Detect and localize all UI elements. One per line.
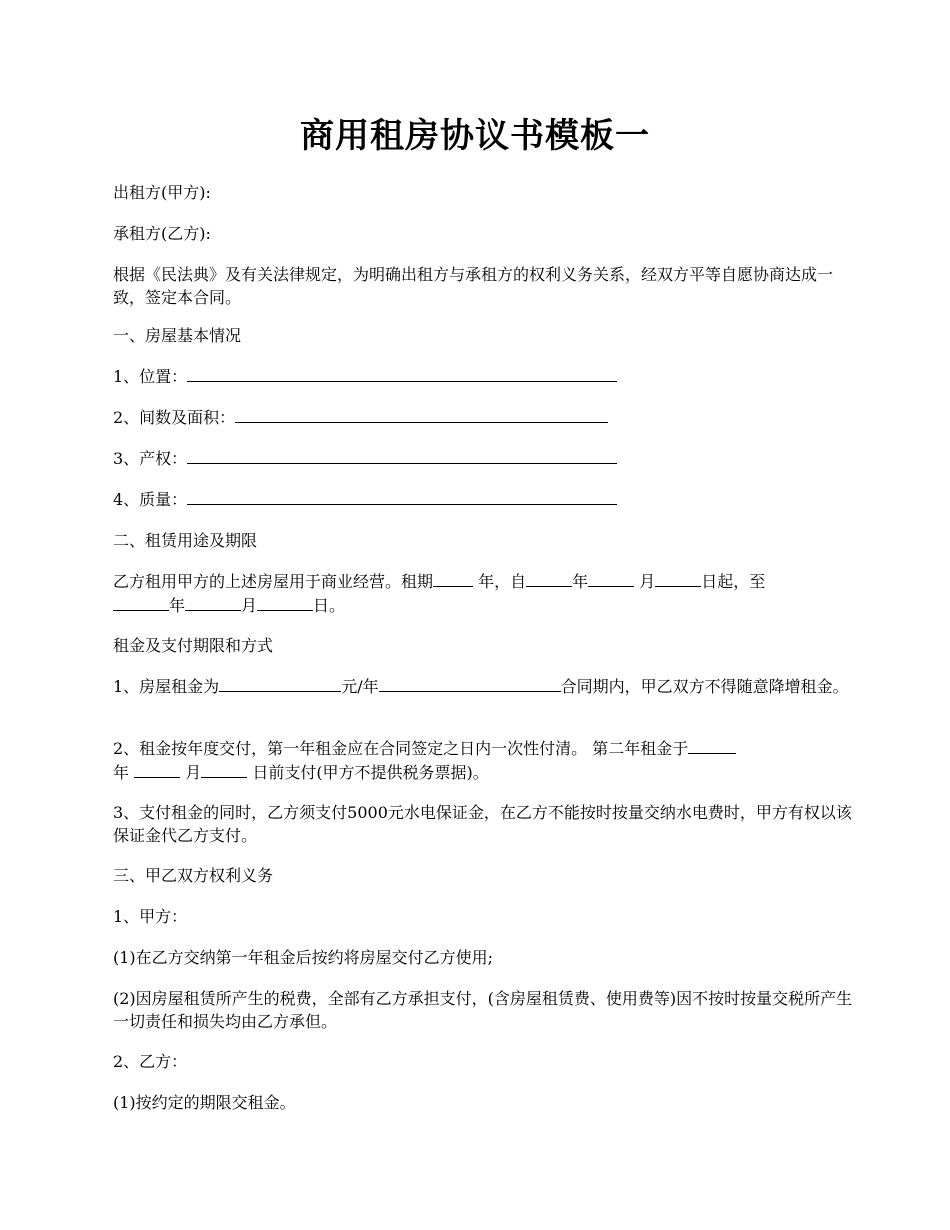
location-line: [113, 365, 853, 388]
start-month-blank: [588, 571, 634, 587]
quality-line: [113, 488, 853, 511]
section2-heading: 二、租赁用途及期限: [113, 531, 258, 550]
rent-clause-2-line-1: [113, 737, 853, 760]
end-year-blank: [113, 595, 169, 611]
area-line: [113, 406, 853, 429]
term-text-6: 年: [169, 596, 186, 615]
rent1-text-2: 元/年: [341, 677, 379, 696]
area-label: 2、间数及面积：: [113, 408, 236, 427]
rent-amount-words-blank: [379, 676, 561, 692]
rent2-text-4: 日前支付(甲方不提供税务票据)。: [252, 763, 489, 782]
section3-heading: 三、甲乙双方权利义务: [113, 866, 274, 885]
start-day-blank: [655, 571, 701, 587]
rent-heading: 租金及支付期限和方式: [113, 636, 274, 655]
document-title: 商用租房协议书模板一: [300, 116, 650, 156]
rent1-text-3: 合同期内，甲乙双方不得随意降增租金。: [560, 677, 849, 696]
ownership-label: 3、产权：: [113, 449, 188, 468]
quality-blank: [187, 489, 617, 505]
term-text-5: 日起，至: [701, 572, 766, 591]
term-years-blank: [433, 571, 473, 587]
lessee-line: 承租方(乙方):: [113, 224, 211, 243]
party-a-clause-2: (2)因房屋租赁所产生的税费，全部有乙方承担支付，(含房屋租赁费、使用费等)因不按时按量交税所产生一切责任和损失均由乙方承但。: [113, 989, 853, 1031]
term-text-8: 日。: [313, 596, 346, 615]
term-text-7: 月: [241, 596, 258, 615]
term-line-1: [113, 570, 853, 593]
area-blank: [235, 407, 608, 423]
quality-label: 4、质量：: [113, 490, 188, 509]
location-label: 1、位置：: [113, 367, 188, 386]
term-text-2: 年，自: [478, 572, 527, 591]
rent-amount-blank: [219, 676, 341, 692]
rent2-text-2: 年: [113, 763, 130, 782]
rent1-text-1: 1、房屋租金为: [113, 677, 220, 696]
end-month-blank: [185, 595, 241, 611]
ownership-blank: [187, 448, 617, 464]
rent2-text-3: 月: [185, 763, 202, 782]
party-a-heading: 1、甲方：: [113, 907, 188, 926]
term-line-2: [113, 594, 853, 617]
second-year-blank: [688, 738, 736, 754]
party-b-clause-1: (1)按约定的期限交租金。: [113, 1093, 296, 1112]
end-day-blank: [257, 595, 313, 611]
location-blank: [187, 366, 617, 382]
second-month-blank: [134, 762, 180, 778]
party-b-heading: 2、乙方：: [113, 1052, 188, 1071]
start-year-blank: [526, 571, 572, 587]
rent-clause-1-line-1: [113, 675, 853, 698]
section1-heading: 一、房屋基本情况: [113, 326, 242, 345]
lessor-line: 出租方(甲方):: [113, 183, 211, 202]
rent-clause-2-line-2: [113, 761, 853, 784]
rent-clause-3: 3、支付租金的同时，乙方须支付5000元水电保证金，在乙方不能按时按量交纳水电费时，甲方有权以该保证金代乙方支付。: [113, 803, 852, 845]
ownership-line: [113, 447, 853, 470]
preamble-paragraph: 根据《民法典》及有关法律规定，为明确出租方与承租方的权利义务关系，经双方平等自愿协商达成一致，签定本合同。: [113, 265, 834, 307]
second-day-blank: [201, 762, 247, 778]
rent2-text-1: 2、租金按年度交付，第一年租金应在合同签定之日内一次性付清。 第二年租金于: [113, 739, 689, 758]
party-a-clause-1: (1)在乙方交纳第一年租金后按约将房屋交付乙方使用;: [113, 948, 494, 967]
term-text-1: 乙方租用甲方的上述房屋用于商业经营。租期: [113, 572, 434, 591]
term-text-3: 年: [572, 572, 589, 591]
term-text-4: 月: [639, 572, 656, 591]
